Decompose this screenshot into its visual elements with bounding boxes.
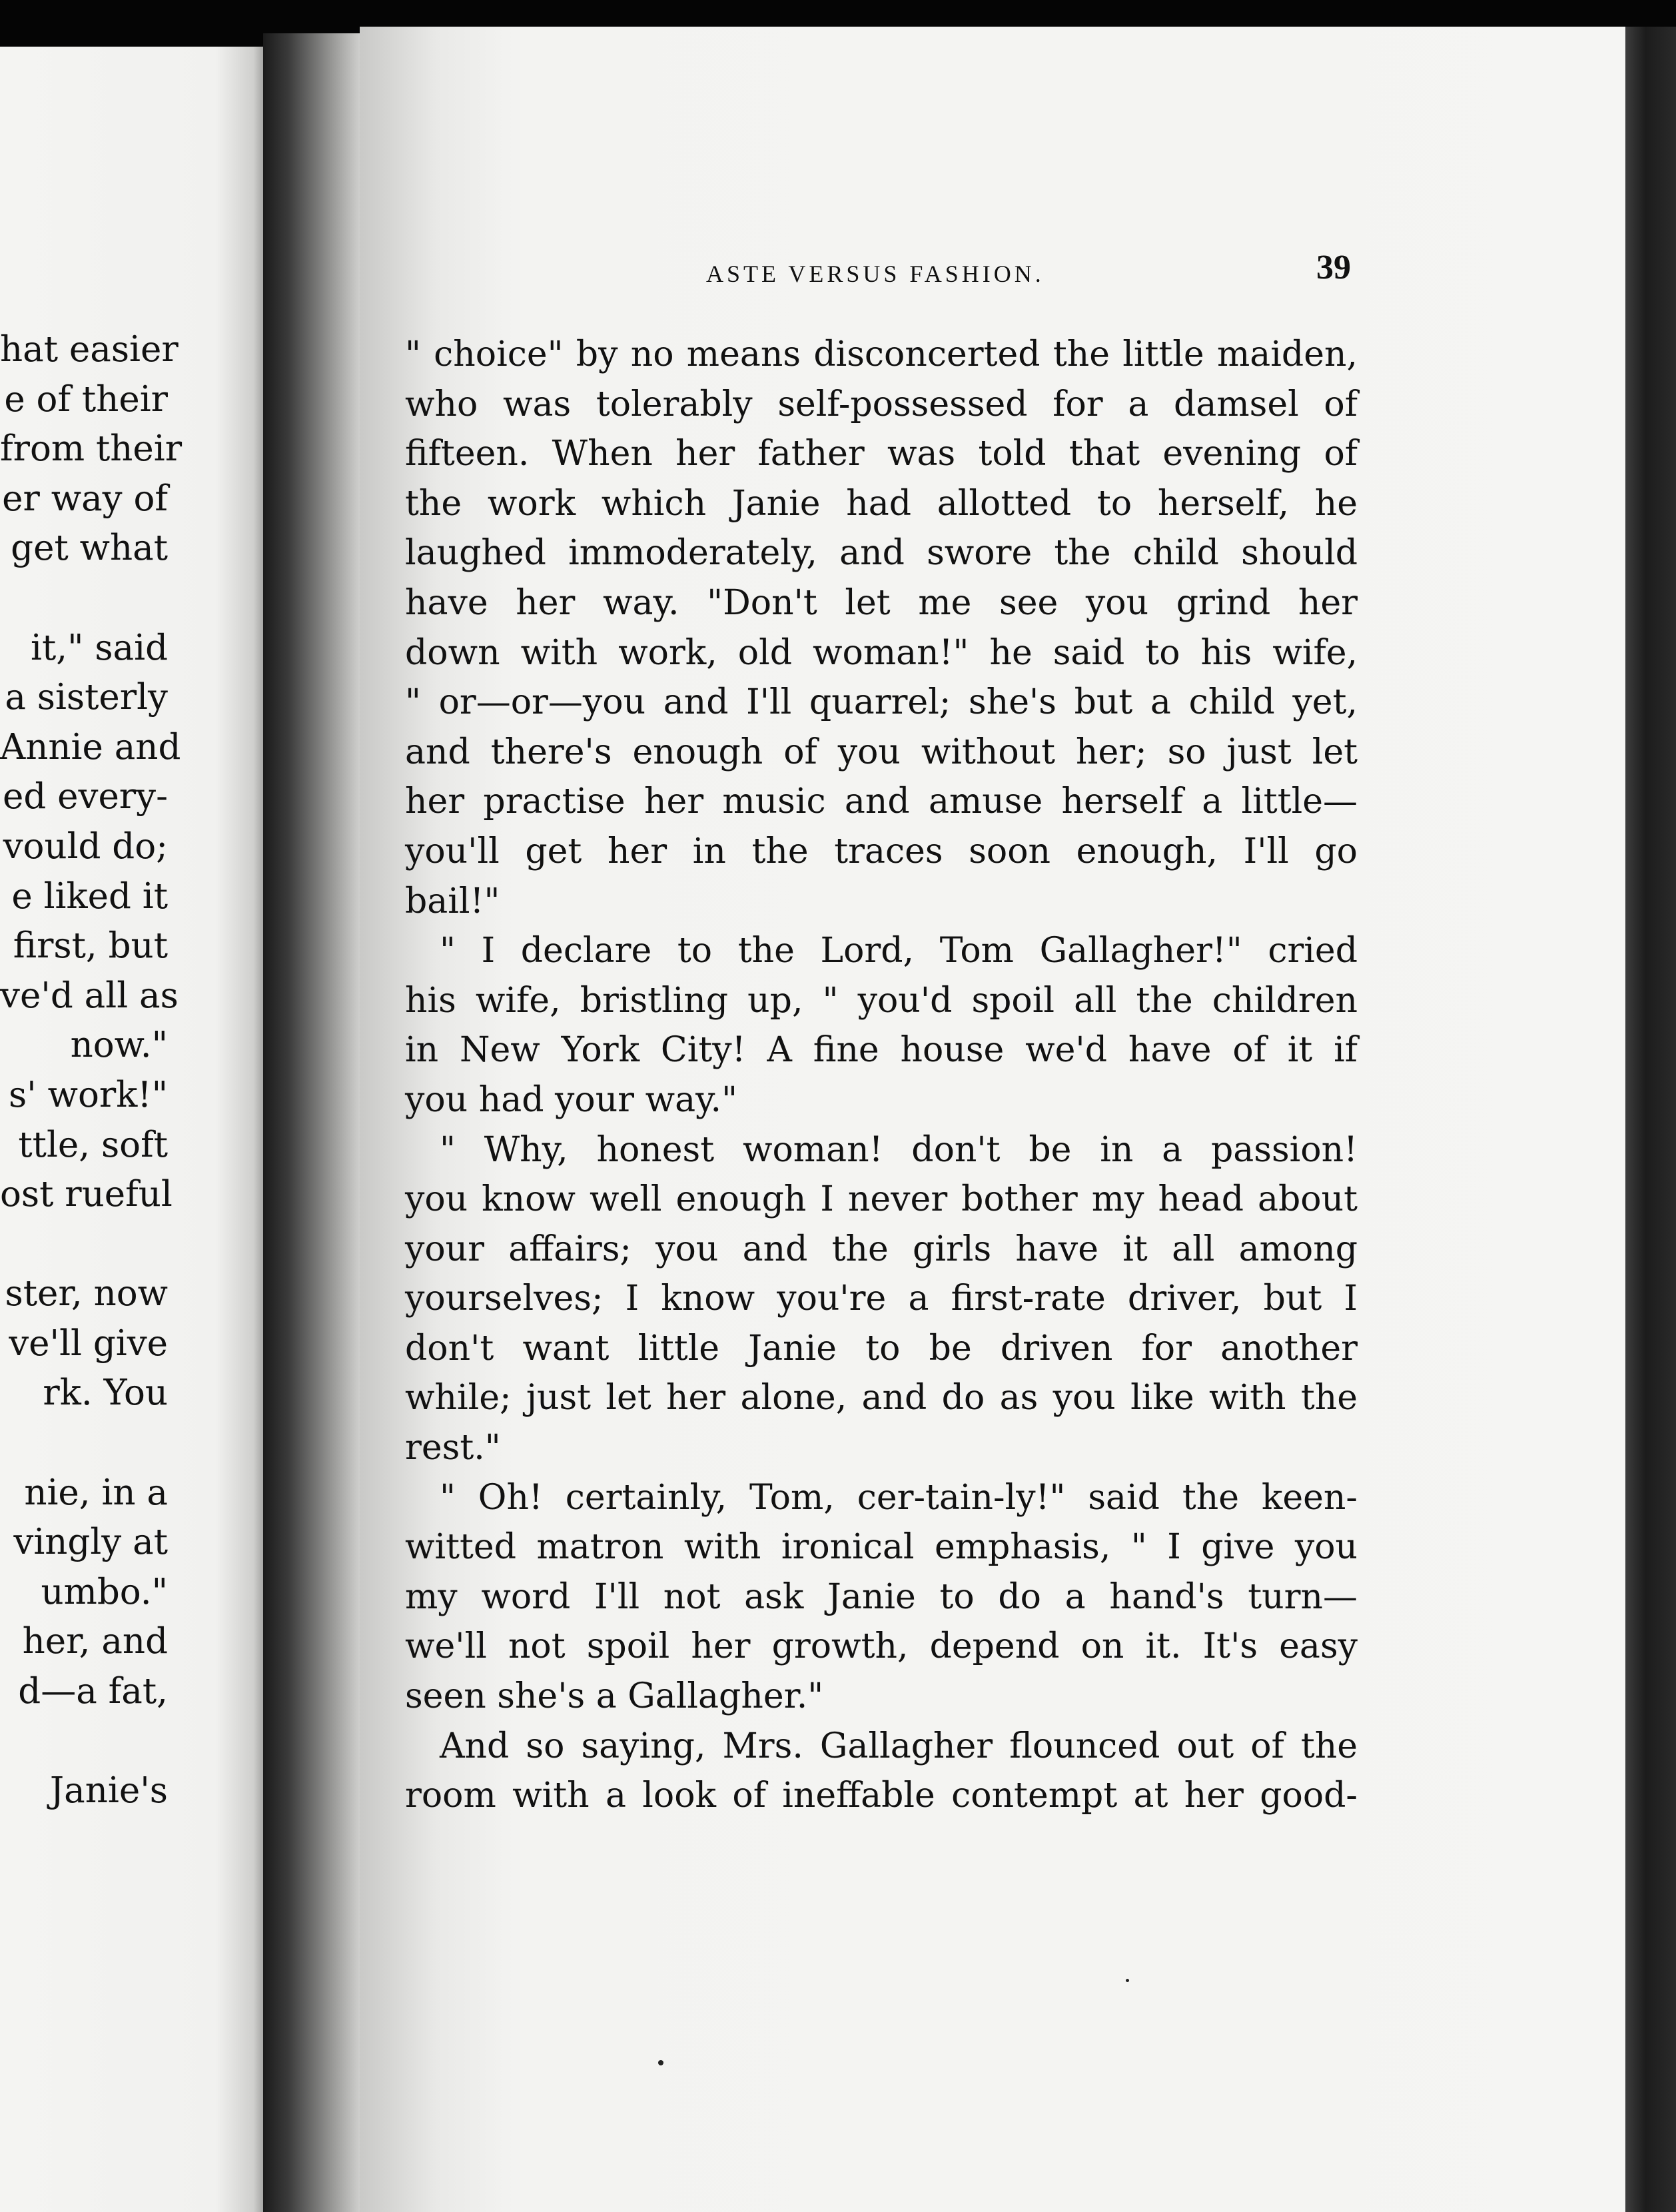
text-line: you'll get her in the traces soon enough, I'll go [405,831,1358,871]
text-line: and there's enough of you without her; so just let [405,732,1358,772]
text-line: nie, in a [24,1472,168,1513]
text-line: from their [0,428,183,470]
text-line: room with a look of ineffable contempt at her good- [405,1776,1358,1816]
text-line: " or—or—you and I'll quarrel; she's but a child yet, [405,682,1358,723]
text-line: ve'll give [9,1323,168,1364]
text-line: fifteen. When her father was told that evening of [405,434,1358,474]
text-line: vould do; [3,826,168,867]
text-line: er way of [2,478,168,519]
page-edge [1625,27,1676,2212]
text-line: ve'd all as [0,975,179,1016]
speck [658,2060,663,2065]
text-line: you had your way." [405,1079,738,1120]
text-line [0,1418,168,1468]
left-page [0,47,270,2212]
text-line: ster, now [5,1273,168,1315]
text-line: witted matron with ironical emphasis, " I give you [405,1527,1358,1568]
text-line: " Oh! certainly, Tom, cer-tain-ly!" said the keen- [440,1477,1358,1518]
text-line: her practise her music and amuse herself a little— [405,782,1358,822]
right-page-text [405,330,1358,1821]
text-line: you know well enough I never bother my head about [405,1179,1358,1220]
text-line: s' work!" [8,1074,168,1115]
text-line: it," said [31,627,168,668]
text-line: in New York City! A fine house we'd have of it if [405,1030,1358,1071]
text-line: e of their [4,378,168,420]
text-line: rk. You [43,1373,168,1414]
text-line: your affairs; you and the girls have it all among [405,1229,1358,1269]
text-line: his wife, bristling up, " you'd spoil all the children [405,980,1358,1021]
text-line: ttle, soft [18,1124,168,1165]
text-line: down with work, old woman!" he said to his wife, [405,632,1358,673]
text-line: Janie's [49,1770,168,1812]
speck [1126,1979,1129,1982]
text-line: bail!" [405,881,500,921]
text-line: a sisterly [5,677,168,718]
text-line: laughed immoderately, and swore the child should [405,533,1358,574]
text-line: umbo." [41,1571,168,1612]
text-line: don't want little Janie to be driven for another [405,1328,1358,1369]
text-line: we'll not spoil her growth, depend on it. It's easy [405,1626,1358,1667]
text-line: And so saying, Mrs. Gallagher flounced out of the [440,1726,1358,1766]
left-page-text [0,325,183,1816]
running-head: ASTE VERSUS FASHION. [706,261,1045,287]
page-number: 39 [1316,249,1351,286]
text-line: now." [70,1025,168,1066]
text-line: get what [11,528,168,569]
text-line: e liked it [11,875,168,917]
text-line: while; just let her alone, and do as you like with the [405,1378,1358,1418]
text-line: " Why, honest woman! don't be in a passion! [440,1129,1358,1170]
text-line: seen she's a Gallagher." [405,1676,824,1717]
text-line: d—a fat, [18,1671,168,1712]
text-line: Annie and [0,726,181,768]
text-line: her, and [22,1621,168,1662]
text-line: " choice" by no means disconcerted the little maiden, [405,334,1358,374]
text-line [0,1717,168,1767]
text-line: ost rueful [0,1174,173,1215]
text-line: have her way. "Don't let me see you grind her [405,582,1358,623]
text-line: the work which Janie had allotted to herself, he [405,483,1358,524]
book-gutter [263,33,363,2212]
text-line: " I declare to the Lord, Tom Gallagher!" cried [440,931,1358,971]
text-line: hat easier [0,329,179,370]
text-line [0,574,168,624]
text-line [0,1220,168,1270]
text-line: my word I'll not ask Janie to do a hand's turn— [405,1576,1358,1617]
text-line: ed every- [3,776,168,818]
text-line: vingly at [13,1522,168,1563]
text-line: rest." [405,1428,501,1468]
text-line: first, but [13,925,168,967]
text-line: who was tolerably self-possessed for a damsel of [405,384,1358,424]
text-line: yourselves; I know you're a first-rate driver, but I [405,1279,1358,1319]
